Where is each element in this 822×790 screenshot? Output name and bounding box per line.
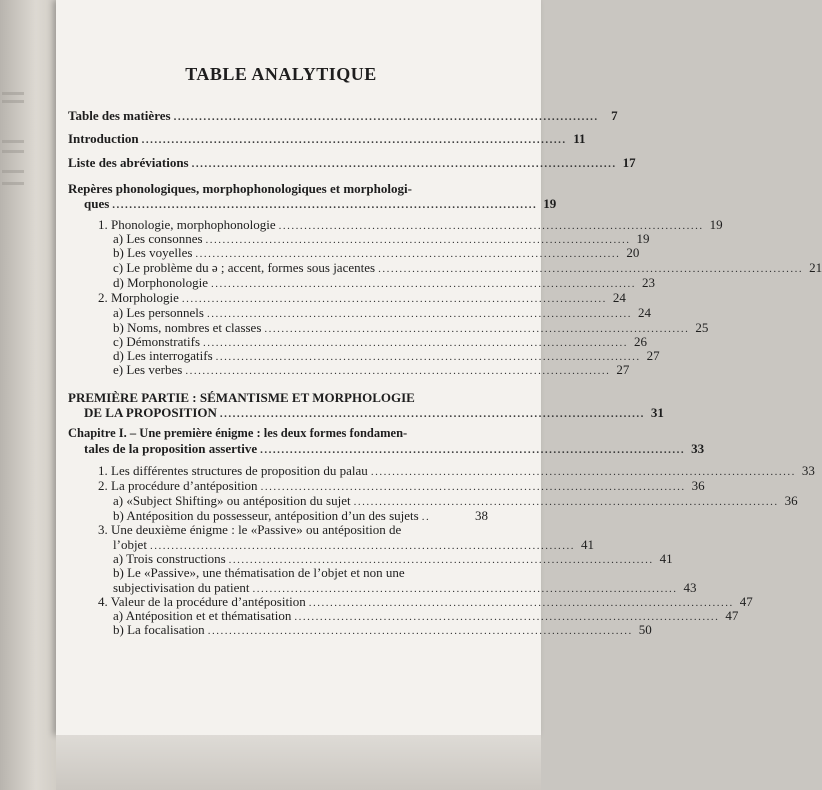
toc-leader: .................................................................................................... bbox=[219, 408, 645, 420]
toc-entry-verbes bbox=[113, 362, 630, 379]
toc-entry-abreviations bbox=[68, 155, 636, 172]
toc-leader: .................................................................................................... bbox=[215, 351, 641, 363]
toc-label: Table des matières bbox=[68, 108, 171, 123]
toc-leader: .................................................................................................... bbox=[228, 554, 654, 566]
toc-page: 33 bbox=[801, 463, 815, 478]
toc-page: 47 bbox=[739, 594, 753, 609]
toc-entry-reperes bbox=[84, 196, 557, 213]
toc-label: subjectivisation du patient bbox=[113, 580, 250, 595]
toc-leader: .................................................................................................... bbox=[141, 134, 567, 146]
toc-label: l’objet bbox=[113, 537, 147, 552]
toc-leader: .................................................................................................... bbox=[252, 583, 678, 595]
toc-leader: .................................................................................................... bbox=[205, 234, 631, 246]
toc-label: DE LA PROPOSITION bbox=[84, 405, 217, 420]
toc-label: b) Antéposition du possesseur, antéposition d’un des sujets bbox=[113, 508, 419, 523]
toc-page: 21 bbox=[809, 260, 822, 275]
toc-label: a) Antéposition et et thématisation bbox=[113, 608, 292, 623]
toc-entry-reperes-line1: Repères phonologiques, morphophonologiques et morphologi- bbox=[68, 181, 412, 196]
toc-label: ques bbox=[84, 196, 110, 211]
left-page-edge bbox=[0, 0, 60, 790]
toc-label: 1. Phonologie, morphophonologie bbox=[98, 217, 276, 232]
toc-label: 4. Valeur de la procédure d’antéposition bbox=[98, 594, 306, 609]
toc-leader: .................................................................................................... bbox=[264, 323, 690, 335]
toc-leader: .................................................................................................... bbox=[185, 365, 611, 377]
toc-entry-chapitre-line1: Chapitre I. – Une première énigme : les deux formes fondamen- bbox=[68, 426, 408, 440]
toc-entry-le-passive-line1: b) Le «Passive», une thématisation de l’objet et non une bbox=[113, 565, 405, 580]
toc-page: 27 bbox=[646, 348, 660, 363]
page-bottom-shadow bbox=[56, 735, 541, 790]
toc-label: c) Démonstratifs bbox=[113, 334, 201, 349]
toc-leader: .................................................................................................... bbox=[149, 540, 575, 552]
toc-leader: .................................................................................................... bbox=[203, 337, 629, 349]
toc-leader: .................................................................................................... bbox=[181, 293, 607, 305]
toc-entry-chapitre bbox=[84, 441, 705, 458]
toc-page: 26 bbox=[634, 334, 648, 349]
toc-leader: .................................................................................................... bbox=[278, 220, 704, 232]
toc-page: 7 bbox=[611, 108, 618, 123]
toc-page: 27 bbox=[616, 362, 630, 377]
toc-page: 33 bbox=[691, 441, 705, 456]
toc-page: 11 bbox=[573, 131, 586, 146]
toc-entry-partie-line1: PREMIÈRE PARTIE : SÉMANTISME ET MORPHOLOGIE bbox=[68, 390, 415, 405]
toc-leader: .................................................................................................... bbox=[112, 199, 538, 211]
toc-page: 38 bbox=[475, 508, 488, 523]
toc-entry-table-matieres bbox=[68, 108, 618, 125]
toc-page: 17 bbox=[622, 155, 636, 170]
toc-leader: .. bbox=[421, 511, 431, 523]
toc-leader: .................................................................................................... bbox=[210, 278, 636, 290]
toc-page: 25 bbox=[695, 320, 709, 335]
toc-label: b) Noms, nombres et classes bbox=[113, 320, 262, 335]
toc-entry-partie bbox=[84, 405, 664, 422]
toc-label: 1. Les différentes structures de proposition du palau bbox=[98, 463, 368, 478]
page-title: TABLE ANALYTIQUE bbox=[185, 64, 377, 84]
toc-leader: .................................................................................................... bbox=[260, 481, 686, 493]
toc-leader: .................................................................................................... bbox=[206, 308, 632, 320]
toc-label: tales de la proposition assertive bbox=[84, 441, 258, 456]
toc-leader: .................................................................................................... bbox=[378, 263, 804, 275]
toc-entry-passive-line1: 3. Une deuxième énigme : le «Passive» ou antéposition de bbox=[98, 522, 402, 537]
toc-label: 2. Morphologie bbox=[98, 290, 179, 305]
toc-page: 50 bbox=[638, 622, 652, 637]
toc-label: a) Les consonnes bbox=[113, 231, 203, 246]
toc-leader: .................................................................................................... bbox=[294, 611, 720, 623]
toc-page: 24 bbox=[637, 305, 651, 320]
toc-page: 19 bbox=[709, 217, 723, 232]
toc-entry-focalisation bbox=[113, 622, 652, 639]
toc-leader: .................................................................................................... bbox=[353, 496, 779, 508]
toc-leader: .................................................................................................... bbox=[260, 444, 686, 456]
toc-label: e) Les verbes bbox=[113, 362, 183, 377]
toc-label: d) Morphonologie bbox=[113, 275, 208, 290]
toc-label: c) Le problème du ə ; accent, formes sous jacentes bbox=[113, 260, 376, 275]
toc-leader: .................................................................................................... bbox=[370, 466, 796, 478]
toc-label: Introduction bbox=[68, 131, 139, 146]
toc-leader: .................................................................................................... bbox=[207, 625, 633, 637]
toc-leader: .................................................................................................... bbox=[308, 597, 734, 609]
toc-page: 36 bbox=[691, 478, 705, 493]
toc-label: 2. La procédure d’antéposition bbox=[98, 478, 258, 493]
toc-label: a) Trois constructions bbox=[113, 551, 226, 566]
toc-label: a) Les personnels bbox=[113, 305, 204, 320]
toc-label: d) Les interrogatifs bbox=[113, 348, 213, 363]
toc-page: 31 bbox=[650, 405, 664, 420]
toc-label: b) La focalisation bbox=[113, 622, 205, 637]
toc-page: 41 bbox=[659, 551, 673, 566]
toc-page: 36 bbox=[784, 493, 798, 508]
toc-label: b) Les voyelles bbox=[113, 245, 193, 260]
toc-page: 43 bbox=[683, 580, 697, 595]
toc-page: 19 bbox=[636, 231, 650, 246]
toc-leader: .................................................................................................... bbox=[191, 158, 617, 170]
toc-label: Liste des abréviations bbox=[68, 155, 189, 170]
toc-leader: .................................................................................................... bbox=[173, 111, 599, 123]
toc-entry-introduction bbox=[68, 131, 586, 148]
toc-leader: .................................................................................................... bbox=[195, 248, 621, 260]
toc-page: 47 bbox=[725, 608, 739, 623]
toc-page: 24 bbox=[612, 290, 626, 305]
toc-page: 20 bbox=[626, 245, 640, 260]
toc-page: 23 bbox=[641, 275, 655, 290]
toc-page: 41 bbox=[580, 537, 594, 552]
toc-page: 19 bbox=[543, 196, 557, 211]
toc-label: a) «Subject Shifting» ou antéposition du sujet bbox=[113, 493, 351, 508]
